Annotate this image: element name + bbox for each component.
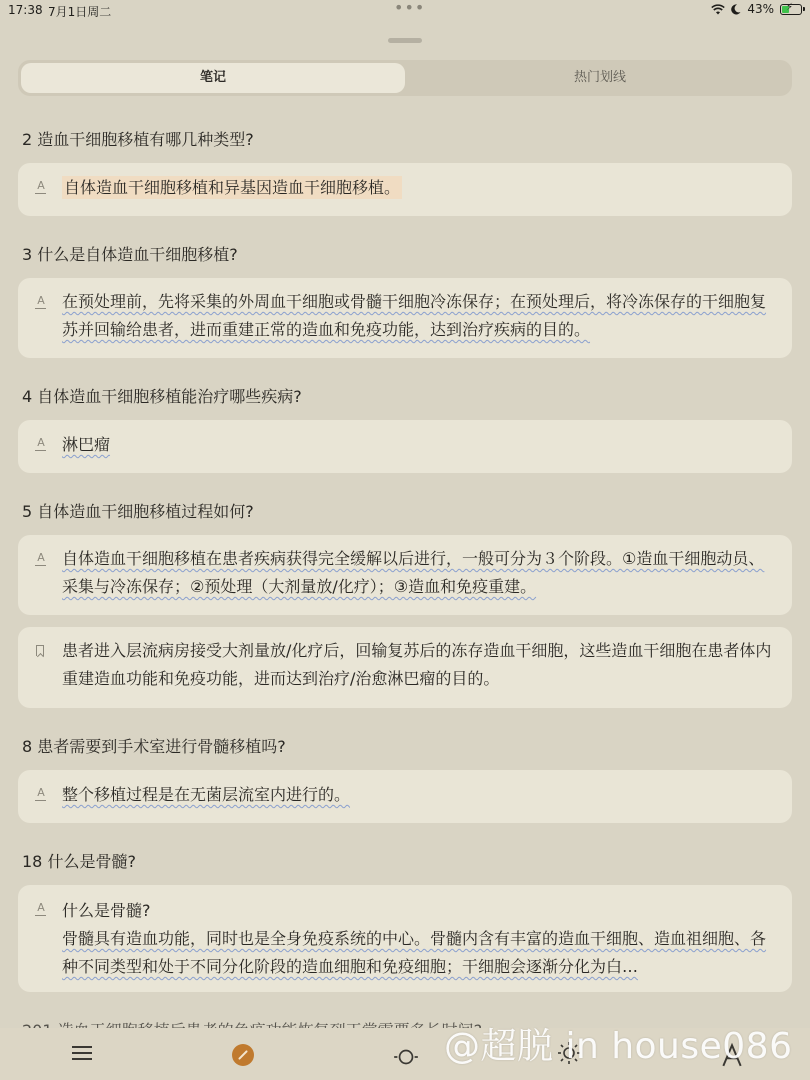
chapter-title: 4 自体造血干细胞移植能治疗哪些疾病? [22,387,302,406]
note-card[interactable] [18,885,792,992]
note-card[interactable] [18,278,792,358]
note-text: 患者进入层流病房接受大剂量放/化疗后，回输复苏后的冻存造血干细胞，这些造血干细胞在患者体内重建造血功能和免疫功能，进而达到治疗/治愈淋巴瘤的目的。 [62,641,772,688]
underline-icon: A [35,179,47,192]
tab-bar [18,60,792,96]
sheet-grabber[interactable] [388,38,422,43]
underline-icon: A [35,786,47,799]
note-text: 淋巴瘤 [62,435,111,454]
wifi-icon [711,4,725,15]
battery-icon: ⚡ [780,4,802,15]
chapter-title: 5 自体造血干细胞移植过程如何? [22,502,254,521]
battery-percent: 43% [747,2,774,16]
note-card[interactable] [18,420,792,473]
note-card[interactable] [18,627,792,708]
notes-leaf-icon[interactable] [232,1044,254,1066]
status-time: 17:38 [8,3,43,17]
moon-icon [731,4,741,15]
note-card[interactable] [18,535,792,615]
note-text: 骨髓具有造血功能，同时也是全身免疫系统的中心。骨髓内含有丰富的造血干细胞、造血祖细胞、各种不同类型和处于不同分化阶段的造血细胞和免疫细胞；干细胞会逐渐分化为白… [62,929,767,976]
multitask-dots-icon[interactable]: ••• [394,0,426,17]
underline-icon: A [35,436,47,449]
status-bar [0,0,810,22]
underline-icon: A [35,901,47,914]
chapter-title: 18 什么是骨髓? [22,852,136,871]
note-card[interactable] [18,770,792,823]
note-text: 自体造血干细胞移植在患者疾病获得完全缓解以后进行，一般可分为３个阶段。①造血干细胞动员、采集与冷冻保存；②预处理（大剂量放/化疗）；③造血和免疫重建。 [62,549,765,596]
bookmark-icon [36,645,44,656]
underline-icon: A [35,294,47,307]
menu-icon[interactable] [68,1042,96,1068]
chapter-title: 8 患者需要到手术室进行骨髓移植吗? [22,737,286,756]
note-card[interactable] [18,163,792,216]
note-text: 在预处理前，先将采集的外周血干细胞或骨髓干细胞冷冻保存；在预处理后，将冷冻保存的干细胞复苏并回输给患者，进而重建正常的造血和免疫功能，达到治疗疾病的目的。 [62,292,767,339]
note-heading: 什么是骨髓? [62,901,151,920]
status-date: 7月1日周二 [48,5,112,19]
note-text: 自体造血干细胞移植和异基因造血干细胞移植。 [64,178,401,197]
chapter-title: 2 造血干细胞移植有哪几种类型? [22,130,254,149]
chapter-title: 3 什么是自体造血干细胞移植? [22,245,238,264]
tab-popular-highlights[interactable]: 热门划线 [573,70,626,85]
tab-notes[interactable]: 笔记 [21,63,405,93]
underline-icon: A [35,551,47,564]
watermark-text: @超脱 in house086 [444,1026,793,1067]
brightness-low-icon[interactable] [392,1044,420,1070]
note-text: 整个移植过程是在无菌层流室内进行的。 [62,785,351,804]
